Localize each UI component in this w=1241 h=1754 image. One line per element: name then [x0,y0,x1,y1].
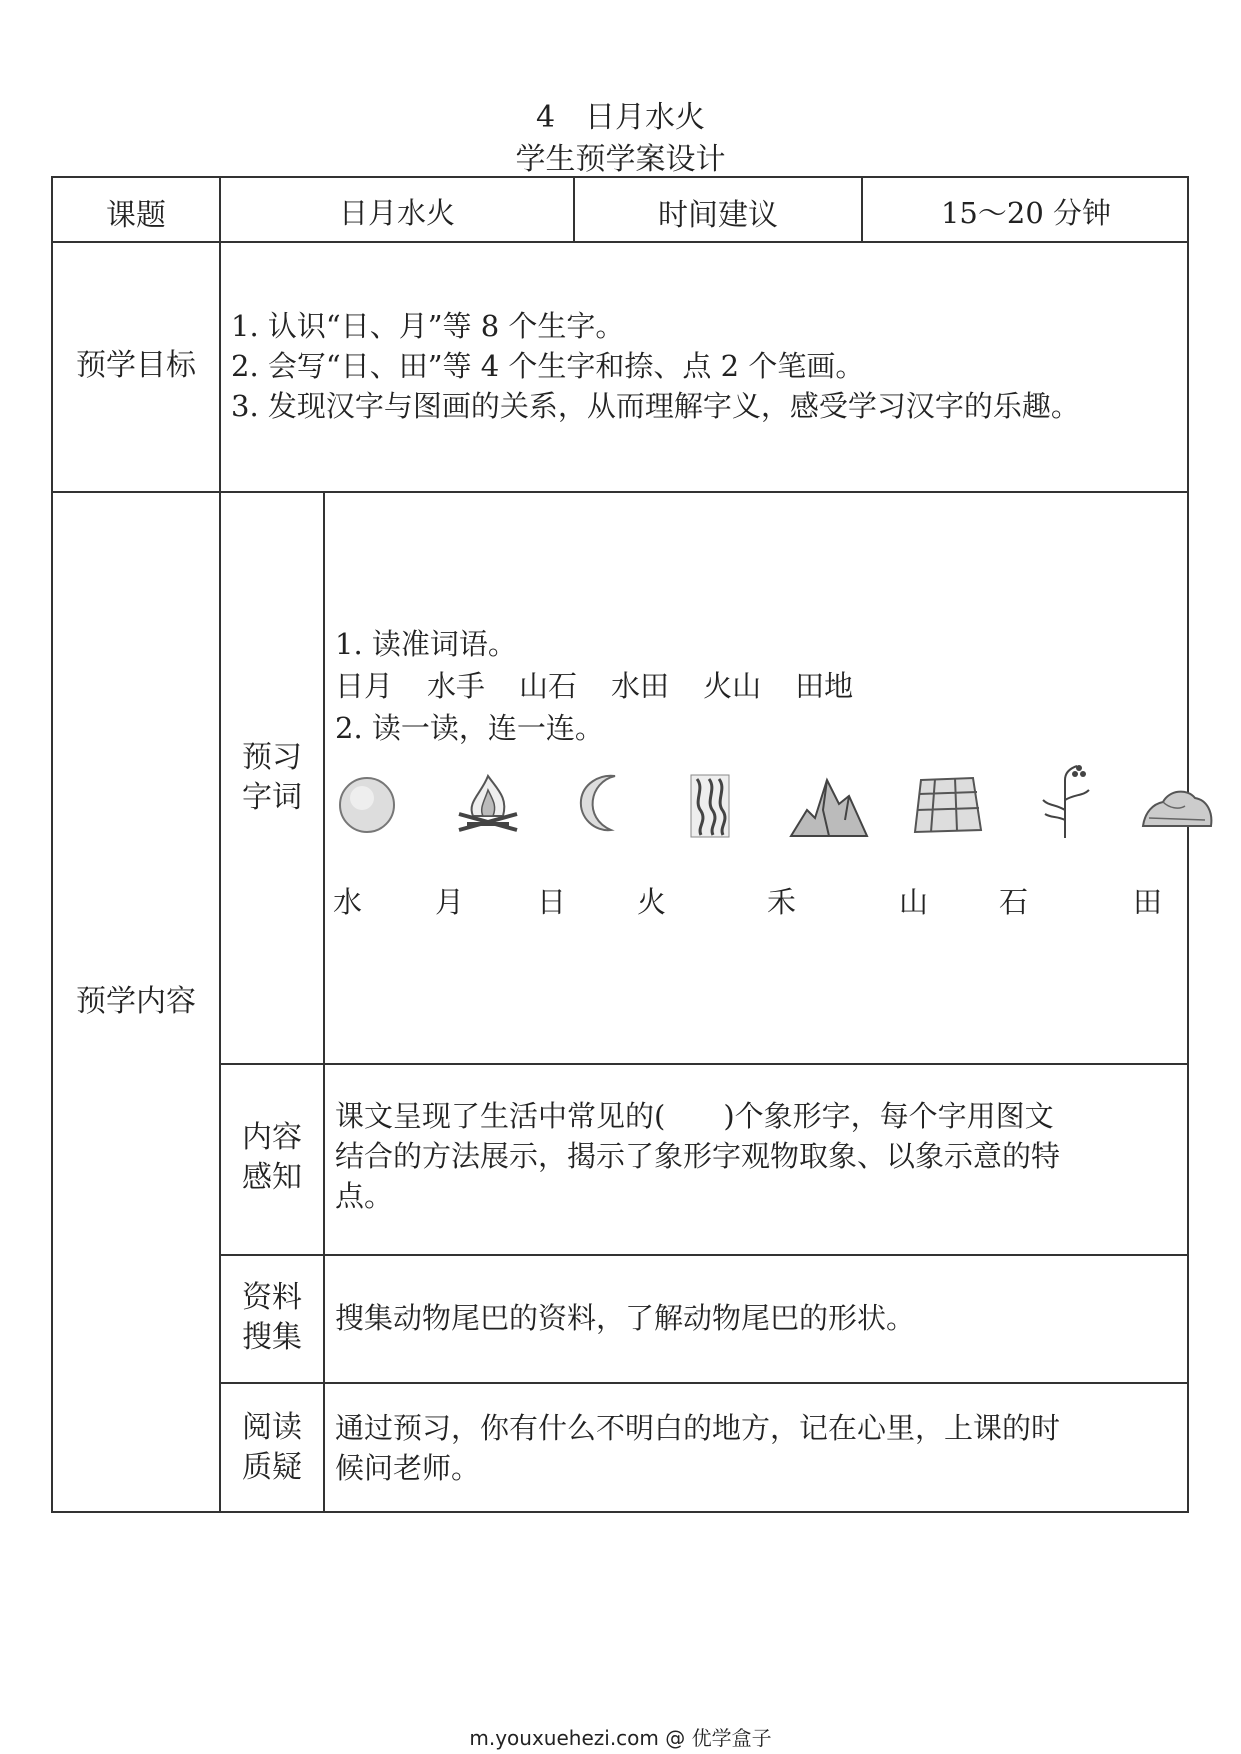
word-list [335,666,887,706]
word-item: 山石 [519,669,578,703]
question-line: 候问老师。 [335,1451,481,1485]
row-divider [219,1254,1189,1256]
word-item: 水手 [427,669,486,703]
lesson-number: 4 [535,100,556,135]
collect-label-line: 资料 [242,1280,302,1315]
lesson-title [0,92,1241,136]
topic-value: 日月水火 [338,196,455,230]
field-picture [911,772,983,838]
page-subtitle: 学生预学案设计 [515,142,726,177]
row-divider [219,1382,1189,1384]
row-divider [219,1063,1189,1065]
time-value: 15～20 分钟 [940,196,1112,230]
perception-text [335,1096,1185,1216]
word-item: 水田 [611,669,670,703]
goals-label: 预学目标 [76,348,196,383]
question-text [335,1408,1185,1488]
perception-label [221,1118,323,1198]
word-item: 日月 [335,669,394,703]
collect-label-line: 搜集 [242,1320,302,1355]
goal-item: 3. 发现汉字与图画的关系，从而理解字义，感受学习汉字的乐趣。 [231,389,1080,423]
sun-picture [336,774,398,836]
column-divider [323,491,325,1513]
row-divider [53,241,1189,243]
collect-label [221,1278,323,1358]
mountain-picture [789,770,869,840]
char-item: 日 [537,885,567,919]
match-task: 2. 读一读，连一连。 [335,711,604,745]
row-divider [53,491,1189,493]
perception-label-line: 感知 [242,1160,302,1195]
grain-picture [1037,760,1093,840]
topic-label: 课题 [106,198,166,233]
char-item: 山 [899,885,929,919]
stone-picture [1139,782,1215,832]
perception-line: 点。 [335,1179,394,1213]
char-item: 火 [637,885,667,919]
perception-line: 课文呈现了生活中常见的( )个象形字，每个字用图文 [335,1099,1054,1133]
lesson-name: 日月水火 [585,100,706,135]
word-item: 田地 [795,669,854,703]
goals-list [231,306,1186,426]
char-item: 田 [1133,885,1163,919]
plan-table [51,176,1189,1513]
question-label-line: 阅读 [242,1410,302,1445]
content-label: 预学内容 [76,984,196,1019]
perception-label-line: 内容 [242,1120,302,1155]
question-line: 通过预习，你有什么不明白的地方，记在心里，上课的时 [335,1411,1061,1445]
char-item: 禾 [767,885,797,919]
word-item: 火山 [703,669,762,703]
water-picture [687,771,733,841]
char-item: 月 [435,885,465,919]
footer-watermark: m.youxuehezi.com @ 优学盒子 [469,1726,772,1750]
char-item: 石 [999,885,1029,919]
goal-item: 2. 会写“日、田”等 4 个生字和捺、点 2 个笔画。 [231,349,865,383]
collect-text: 搜集动物尾巴的资料，了解动物尾巴的形状。 [335,1301,916,1335]
fire-picture [453,768,523,838]
perception-line: 结合的方法展示，揭示了象形字观物取象、以象示意的特 [335,1139,1061,1173]
char-item: 水 [333,885,363,919]
question-label-line: 质疑 [242,1450,302,1485]
preview-label [221,738,323,818]
time-label: 时间建议 [658,198,778,233]
goal-item: 1. 认识“日、月”等 8 个生字。 [231,309,625,343]
preview-label-line: 字词 [242,780,302,815]
question-label [221,1408,323,1488]
read-words-task: 1. 读准词语。 [335,627,517,661]
preview-label-line: 预习 [242,740,302,775]
moon-picture [575,772,631,838]
